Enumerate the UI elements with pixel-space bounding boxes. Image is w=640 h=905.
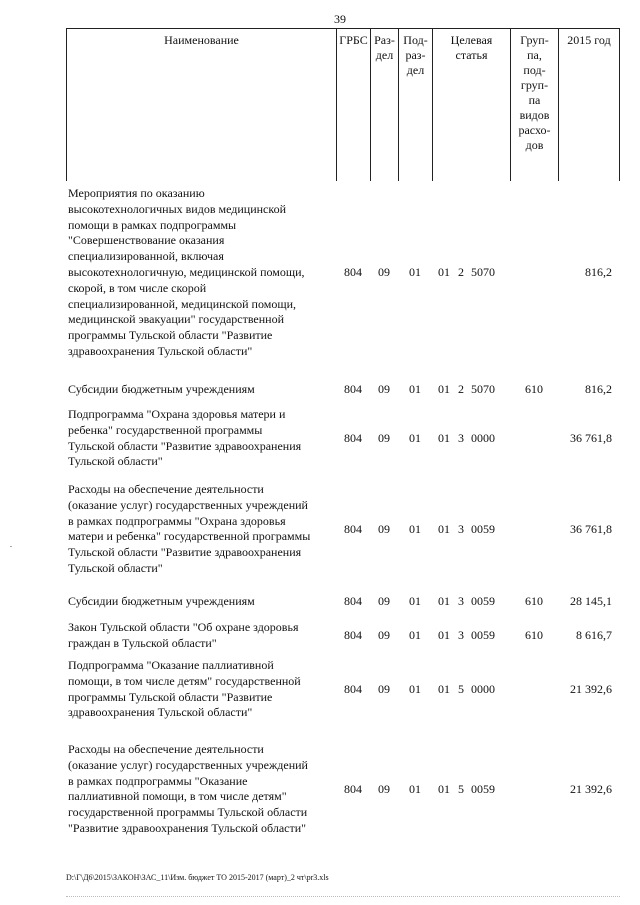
row-name-line: Подпрограмма "Охрана здоровья матери и <box>68 407 286 421</box>
row-podrazdel: 01 <box>409 781 421 796</box>
row-name <box>68 620 336 652</box>
row-name-line: Тульской области" <box>68 560 163 575</box>
row-grbs: 804 <box>344 382 362 396</box>
row-cs-program: 01 <box>438 627 450 642</box>
row-grbs: 804 <box>344 430 362 445</box>
row-podrazdel: 01 <box>409 382 421 396</box>
table-row <box>68 658 620 721</box>
header-razdel: Раз- дел <box>370 29 398 181</box>
row-cs-code: 5070 <box>471 265 495 279</box>
row-amount: 36 761,8 <box>570 521 612 536</box>
row-name-line: в рамках подпрограммы "Оказание <box>68 773 248 788</box>
row-name <box>68 742 336 837</box>
row-amount: 28 145,1 <box>570 594 612 608</box>
row-cs-program: 01 <box>438 382 450 396</box>
table-row <box>68 742 620 837</box>
row-cs-program: 01 <box>438 594 450 608</box>
side-mark: . <box>10 540 12 549</box>
row-razdel: 09 <box>378 781 390 796</box>
row-grbs: 804 <box>344 781 362 796</box>
row-name <box>68 482 336 577</box>
row-cs-code: 5070 <box>471 382 495 396</box>
table-row <box>68 382 620 398</box>
row-name-line: Тульской области "Развитие здравоохранения <box>68 545 302 560</box>
row-name-line: высокотехнологичных видов медицинской <box>68 201 287 216</box>
row-name-line: здравоохранения Тульской области" <box>68 343 253 358</box>
row-grbs: 804 <box>344 627 362 642</box>
row-name <box>68 594 336 610</box>
row-cs-subprogram: 3 <box>458 430 464 445</box>
row-amount: 816,2 <box>585 382 612 396</box>
row-cs-program: 01 <box>438 265 450 279</box>
row-cs-subprogram: 2 <box>458 265 464 279</box>
row-cs-subprogram: 5 <box>458 781 464 796</box>
row-name-line: медицинской эвакуации" государственной <box>68 312 285 327</box>
row-name-line: программы Тульской области "Развитие <box>68 689 273 704</box>
row-cs-program: 01 <box>438 521 450 536</box>
row-razdel: 09 <box>378 430 390 445</box>
row-name-line: специализированной, медицинской помощи, <box>68 296 296 311</box>
row-name <box>68 382 336 398</box>
row-name-line: здравоохранения Тульской области" <box>68 705 253 720</box>
row-cs-code: 0059 <box>471 521 495 536</box>
row-name-line: Мероприятия по оказанию <box>68 186 205 200</box>
header-grbs: ГРБС <box>336 29 370 181</box>
row-name <box>68 407 336 470</box>
row-cs-code: 0059 <box>471 781 495 796</box>
row-razdel: 09 <box>378 681 390 696</box>
header-podrazdel: Под- раз- дел <box>398 29 432 181</box>
row-grbs: 804 <box>344 594 362 608</box>
table-row <box>68 620 620 652</box>
row-razdel: 09 <box>378 265 390 279</box>
row-cs-code: 0059 <box>471 594 495 608</box>
header-name: Наименование <box>66 29 336 181</box>
row-name-line: (оказание услуг) государственных учреждений <box>68 757 308 772</box>
file-path-footer: D:\Г\Д6\2015\ЗАКОН\ЗАС_11\Изм. бюджет ТО 2015-2017 (март)_2 чт\pr3.xls <box>66 873 329 882</box>
row-vid: 610 <box>525 627 543 642</box>
row-cs-subprogram: 3 <box>458 521 464 536</box>
row-name-line: Тульской области" <box>68 454 163 469</box>
row-name-line: Подпрограмма "Оказание паллиативной <box>68 658 274 672</box>
row-name-line: ребенка" государственной программы <box>68 422 263 437</box>
row-podrazdel: 01 <box>409 521 421 536</box>
row-name-line: помощи, в том числе детям" государственной <box>68 673 301 688</box>
row-podrazdel: 01 <box>409 265 421 279</box>
row-cs-subprogram: 5 <box>458 681 464 696</box>
row-name-line: паллиативной помощи, в том числе детям" <box>68 789 287 804</box>
row-name-line: Тульской области "Развитие здравоохранения <box>68 438 302 453</box>
row-name-line: Расходы на обеспечение деятельности <box>68 482 264 496</box>
row-name-line: "Совершенствование оказания <box>68 233 225 248</box>
row-cs-code: 0059 <box>471 627 495 642</box>
row-name-line: "Развитие здравоохранения Тульской области" <box>68 820 307 835</box>
table-row <box>68 482 620 577</box>
table-row <box>68 594 620 610</box>
row-name <box>68 658 336 721</box>
table-row <box>68 186 620 360</box>
row-grbs: 804 <box>344 265 362 279</box>
header-year: 2015 год <box>558 29 620 181</box>
row-name-line: матери и ребенка" государственной программы <box>68 529 311 544</box>
row-name-line: государственной программы Тульской области <box>68 805 308 820</box>
row-cs-program: 01 <box>438 430 450 445</box>
row-cs-code: 0000 <box>471 430 495 445</box>
table-row <box>68 407 620 470</box>
row-name-line: специализированной, включая <box>68 249 224 264</box>
row-name-line: Субсидии бюджетным учреждениям <box>68 594 255 608</box>
row-podrazdel: 01 <box>409 681 421 696</box>
row-name-line: программы Тульской области "Развитие <box>68 328 273 343</box>
row-cs-program: 01 <box>438 681 450 696</box>
row-amount: 8 616,7 <box>576 627 612 642</box>
row-vid: 610 <box>525 382 543 396</box>
row-amount: 21 392,6 <box>570 681 612 696</box>
row-razdel: 09 <box>378 594 390 608</box>
row-cs-subprogram: 2 <box>458 382 464 396</box>
header-gruppa-vidov: Груп- па, под- груп- па видов расхо- дов <box>510 29 558 181</box>
row-grbs: 804 <box>344 681 362 696</box>
row-cs-subprogram: 3 <box>458 594 464 608</box>
row-name-line: Субсидии бюджетным учреждениям <box>68 382 255 396</box>
page-number: 39 <box>334 12 346 26</box>
row-name-line: высокотехнологичную, медицинской помощи, <box>68 264 305 279</box>
table-header <box>66 28 620 181</box>
row-vid: 610 <box>525 594 543 608</box>
row-cs-subprogram: 3 <box>458 627 464 642</box>
row-podrazdel: 01 <box>409 627 421 642</box>
header-celevaya-statya: Целевая статья <box>432 29 510 181</box>
row-razdel: 09 <box>378 521 390 536</box>
row-podrazdel: 01 <box>409 430 421 445</box>
row-name-line: Закон Тульской области "Об охране здоровья <box>68 620 299 634</box>
row-name-line: Расходы на обеспечение деятельности <box>68 742 264 756</box>
row-name-line: граждан в Тульской области" <box>68 635 217 650</box>
row-amount: 36 761,8 <box>570 430 612 445</box>
row-amount: 21 392,6 <box>570 781 612 796</box>
row-amount: 816,2 <box>585 265 612 279</box>
row-cs-program: 01 <box>438 781 450 796</box>
row-razdel: 09 <box>378 382 390 396</box>
row-razdel: 09 <box>378 627 390 642</box>
row-name <box>68 186 336 360</box>
row-cs-code: 0000 <box>471 681 495 696</box>
row-name-line: в рамках подпрограммы "Охрана здоровья <box>68 513 286 528</box>
row-name-line: (оказание услуг) государственных учреждений <box>68 497 308 512</box>
row-podrazdel: 01 <box>409 594 421 608</box>
bottom-divider <box>66 896 620 897</box>
row-name-line: скорой, в том числе скорой <box>68 280 207 295</box>
row-name-line: помощи в рамках подпрограммы <box>68 217 237 232</box>
row-grbs: 804 <box>344 521 362 536</box>
